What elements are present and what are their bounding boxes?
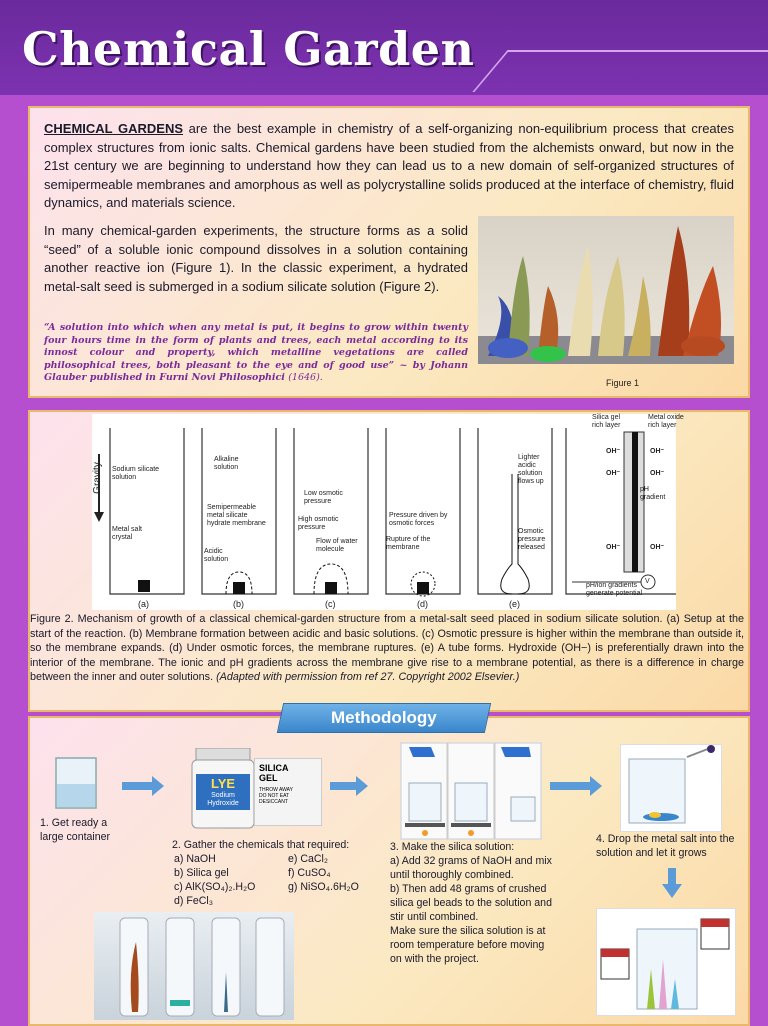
figure1-caption: Figure 1 bbox=[606, 378, 640, 388]
label-oh-6: OH⁻ bbox=[650, 544, 665, 551]
label-oh-2: OH⁻ bbox=[606, 470, 621, 477]
figure2-caption bbox=[30, 612, 744, 685]
arrow-1-icon bbox=[122, 782, 152, 790]
chemical-item: f) CuSO₄ bbox=[288, 867, 331, 879]
figure1-photo bbox=[478, 216, 734, 364]
silica-label: SILICA GEL bbox=[259, 763, 289, 783]
label-pressure-driven: Pressure driven by osmotic forces bbox=[389, 512, 448, 527]
chemical-item: d) FeCl₃ bbox=[174, 895, 214, 907]
label-oh-5: OH⁻ bbox=[650, 470, 665, 477]
step2-text bbox=[172, 838, 392, 908]
intro-paragraph bbox=[44, 120, 734, 213]
step3-body: 3. Make the silica solution: a) Add 32 grams of NaOH and mix until thoroughly combined. b) Then add 48 grams of crushed silica gel beads to the solution and stir until combined. Make sure the silica solution is at room temperature before moving on with the project. bbox=[390, 841, 552, 965]
chemical-garden-photo bbox=[478, 216, 734, 364]
panel-letter-a: (a) bbox=[138, 599, 149, 609]
step2-title: 2. Gather the chemicals that required: bbox=[172, 839, 350, 851]
label-osmotic-released: Osmotic pressure released bbox=[518, 528, 546, 551]
mechanism-panel bbox=[28, 410, 750, 712]
label-ph-ion: pH/ion gradients generate potential bbox=[586, 582, 643, 597]
lye-label: LYE bbox=[210, 776, 236, 791]
arrow-down-head bbox=[662, 884, 682, 898]
label-rupture: Rupture of the membrane bbox=[386, 536, 431, 551]
panel-letter-d: (d) bbox=[417, 599, 428, 609]
growth-illustration bbox=[596, 908, 736, 1016]
step4-text: 4. Drop the metal salt into the solution and let it grows bbox=[596, 833, 735, 859]
chemical-item: e) CaCl₂ bbox=[288, 853, 329, 865]
step1-text: 1. Get ready a large container bbox=[40, 817, 111, 843]
chemical-item: a) NaOH bbox=[174, 853, 216, 865]
intro-lead: CHEMICAL GARDENS bbox=[44, 121, 184, 136]
label-silica-gel: Silica gel rich layer bbox=[592, 414, 621, 429]
beaker-icon bbox=[52, 754, 102, 810]
beaker-with-salt-icon bbox=[621, 745, 721, 831]
chemical-item: b) Silica gel bbox=[174, 867, 229, 879]
lye-jar-image bbox=[190, 748, 256, 830]
test-tubes-photo bbox=[94, 912, 294, 1020]
step3-text bbox=[390, 840, 552, 966]
panel-letter-b: (b) bbox=[233, 599, 244, 609]
intro-paragraph-2: In many chemical-garden experiments, the structure forms as a solid “seed” of a soluble ionic compound dissolves in a solution containing another reactive ion (Figure 1). In the classic experiment, a hydrated metal-salt seed is submerged in a sodium silicate solution (Figure 2). bbox=[44, 223, 468, 294]
panel-letter-c: (c) bbox=[325, 599, 336, 609]
mixing-beakers-icon bbox=[401, 743, 541, 839]
label-metal-oxide: Metal oxide rich layer bbox=[648, 414, 684, 429]
step2-list-left bbox=[172, 852, 274, 908]
intro-rest: are the best example in chemistry of a self-organizing non-equilibrium process that creates complex structures from ionic salts. Chemical gardens have been studied from the alchemists onward, but now in the 21st century we are beginning to understand how they can lead us to a new domain of self-organized structures of semipermeable membranes and amorphous as well as polycrystalline solids produced at the interface of chemistry, fluid dynamics, and materials science. bbox=[44, 121, 734, 210]
panel-letter-e: (e) bbox=[509, 599, 520, 609]
silica-gel-packet bbox=[254, 758, 322, 826]
figure2-caption-credit: (Adapted with permission from ref 27. Copyright 2002 Elsevier.) bbox=[216, 671, 520, 684]
test-tubes-icon bbox=[94, 912, 294, 1020]
intro-panel bbox=[28, 106, 750, 398]
metal-salt-drop-image bbox=[620, 744, 722, 832]
figure2-drawing bbox=[92, 414, 676, 610]
methodology-panel bbox=[28, 716, 750, 1026]
label-low-osmotic: Low osmotic pressure bbox=[304, 490, 343, 505]
glauber-quote bbox=[44, 322, 468, 385]
label-sodium-silicate: Sodium silicate solution bbox=[112, 466, 160, 481]
label-ph-gradient: pH gradient bbox=[640, 486, 666, 501]
label-semipermeable: Semipermeable metal silicate hydrate membrane bbox=[207, 504, 266, 527]
quote-text: “A solution into which when any metal is put, it begins to grow within twenty four hours time in the form of plants and trees, each metal according to its innost colour and property, which metalline vegetations are called philosophical trees, both pleasant to the eye and of good use” ~ by Johann Glauber published in Furni Novi Philosophici bbox=[44, 322, 468, 383]
methodology-tab bbox=[277, 703, 491, 733]
methodology-tab-label: Methodology bbox=[331, 708, 437, 727]
figure2-diagram bbox=[91, 414, 684, 610]
arrow-2-icon bbox=[330, 782, 356, 790]
label-alkaline: Alkaline solution bbox=[214, 456, 239, 471]
label-metal-salt: Metal salt crystal bbox=[112, 526, 142, 541]
garden-growth-icon bbox=[597, 909, 735, 1015]
label-acidic: Acidic solution bbox=[204, 548, 229, 563]
lye-sublabel: Sodium Hydroxide bbox=[207, 792, 239, 807]
desiccant-label: DESICCANT bbox=[259, 799, 288, 805]
throw-label: THROW AWAY DO NOT EAT bbox=[259, 787, 293, 799]
label-gravity: Gravity bbox=[91, 462, 103, 494]
label-oh-3: OH⁻ bbox=[606, 544, 621, 551]
chemical-item: g) NiSO₄.6H₂O bbox=[288, 881, 359, 893]
label-high-osmotic: High osmotic pressure bbox=[298, 516, 339, 531]
label-volt: V bbox=[645, 578, 650, 585]
label-lighter-acidic: Lighter acidic solution flows up bbox=[518, 454, 544, 485]
label-oh-4: OH⁻ bbox=[650, 448, 665, 455]
label-oh-1: OH⁻ bbox=[606, 448, 621, 455]
chemical-item: c) AlK(SO₄)₂.H₂O bbox=[174, 881, 256, 893]
beaker-image bbox=[52, 754, 102, 810]
quote-year: (1646). bbox=[288, 372, 323, 383]
header-swoosh bbox=[472, 50, 768, 92]
arrow-3-icon bbox=[550, 782, 590, 790]
step2-list-right bbox=[288, 852, 359, 908]
page-title: Chemical Garden bbox=[22, 22, 475, 76]
silica-solution-image bbox=[400, 742, 542, 840]
figure2-caption-text: Figure 2. Mechanism of growth of a classical chemical-garden structure from a metal-salt seed placed in sodium silicate solution. (a) Setup at the start of the reaction. (b) Membrane formation between acidic and basic solutions. (c) Osmotic pressure is higher within the membrane than outside it, so the membrane expands. (d) Under osmotic forces, the membrane ruptures. (e) A tube forms. Hydroxide (OH−) is preferentially drawn into the interior of the membrane. The ionic and pH gradients across the membrane give rise to a membrane potential, as there is a difference in charge between the inner and outer solutions. bbox=[30, 613, 744, 684]
label-flow-water: Flow of water molecule bbox=[316, 538, 358, 553]
